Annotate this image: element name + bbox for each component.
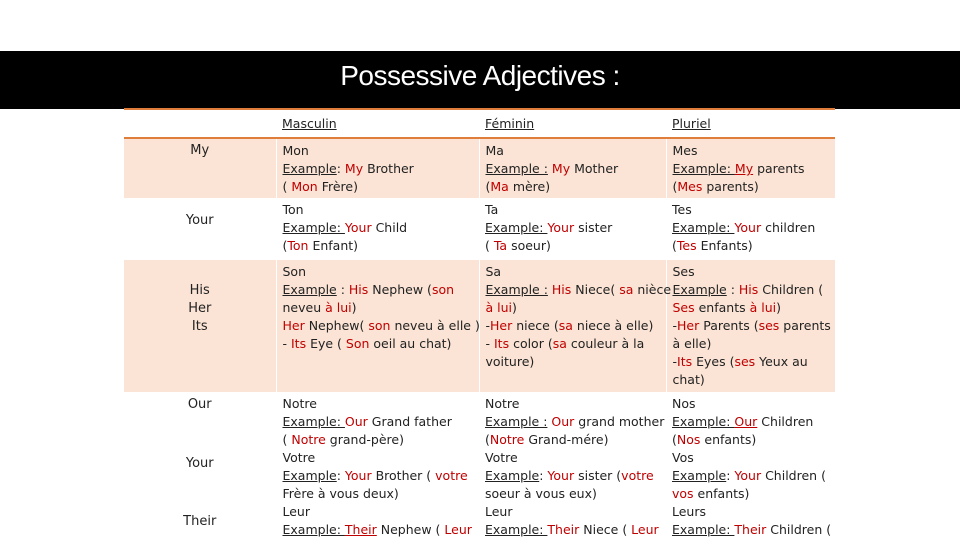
highlight-word: vos	[672, 486, 694, 501]
text-run: (	[485, 432, 490, 447]
highlight-word: Our	[344, 414, 368, 429]
highlight-word: sa	[619, 282, 634, 297]
cell-line	[672, 237, 835, 255]
text-run: sister	[574, 220, 613, 235]
row-label-line: My	[190, 143, 210, 158]
text-run: chat)	[672, 372, 705, 387]
text-run: Example:	[672, 522, 735, 537]
cell-line	[486, 317, 666, 335]
text-run: Son	[282, 264, 307, 279]
text-run: neveu à elle )	[390, 318, 480, 333]
cell-line	[672, 485, 835, 503]
text-run: Brother (	[371, 468, 436, 483]
cell-line	[485, 431, 666, 449]
text-run: Example:	[485, 522, 548, 537]
text-run: sister (	[574, 468, 622, 483]
text-run: Tes	[672, 202, 692, 217]
cell-line	[283, 413, 480, 431]
text-run: Example	[672, 282, 727, 297]
cell-line	[672, 521, 835, 539]
row-label-line: Our	[187, 397, 212, 412]
text-run: Vos	[672, 450, 694, 465]
text-run: Example :	[485, 414, 548, 429]
highlight-word: Her	[490, 318, 513, 333]
cell-line	[283, 395, 480, 413]
text-run: Ta	[485, 202, 499, 217]
cell-pluriel	[666, 392, 835, 542]
highlight-word: Its	[290, 336, 307, 351]
cell-line	[672, 467, 835, 485]
highlight-word: Ma	[490, 179, 509, 194]
cell-line	[486, 142, 666, 160]
text-run: Example	[672, 468, 727, 483]
text-run: -	[672, 354, 678, 369]
highlight-word: ses	[758, 318, 780, 333]
text-run: enfants)	[700, 432, 757, 447]
highlight-word: Leur	[444, 522, 472, 537]
text-run: grand-père)	[325, 432, 404, 447]
text-run: soeur à vous eux)	[485, 486, 597, 501]
highlight-word: Mon	[291, 179, 318, 194]
row-label-line: Your	[185, 455, 214, 471]
row-label-line	[124, 434, 276, 454]
text-run: )	[776, 300, 782, 315]
text-run: à elle)	[672, 336, 712, 351]
text-run: grand mother	[574, 414, 665, 429]
text-run: parents	[753, 161, 805, 176]
highlight-word: Ton	[287, 238, 309, 253]
highlight-word: Son	[345, 336, 370, 351]
row-label	[124, 392, 276, 542]
cell-line	[486, 335, 666, 353]
cell-line	[283, 299, 479, 317]
text-run: Enfant)	[308, 238, 359, 253]
text-run: Eyes (	[692, 354, 735, 369]
text-run: Grand father	[367, 414, 452, 429]
cell-line	[672, 431, 835, 449]
header-pluriel: Pluriel	[672, 116, 711, 131]
text-run: Example	[282, 161, 337, 176]
cell-line	[673, 371, 836, 389]
text-run: Leur	[485, 504, 513, 519]
text-run: Example :	[485, 161, 548, 176]
text-run: neveu	[282, 300, 326, 315]
highlight-word: son	[431, 282, 455, 297]
cell-line	[485, 449, 666, 467]
cell-masculin	[276, 392, 479, 542]
highlight-word: His	[551, 282, 572, 297]
text-run: Grand-mére)	[524, 432, 609, 447]
text-run: Ma	[485, 143, 504, 158]
text-run: Mother	[570, 161, 619, 176]
text-run: Example:	[672, 161, 735, 176]
text-run: Sa	[485, 264, 502, 279]
highlight-word: Your	[734, 468, 762, 483]
cell-line	[283, 431, 480, 449]
text-run: Frère)	[317, 179, 358, 194]
text-run: -	[485, 318, 491, 333]
slide-title: Possessive Adjectives :	[340, 60, 620, 91]
text-run: :	[336, 282, 349, 297]
text-run: Nos	[672, 396, 696, 411]
cell-line	[486, 160, 666, 178]
highlight-word: My	[734, 161, 754, 176]
text-run: Brother	[363, 161, 414, 176]
text-run: (	[672, 432, 677, 447]
table-row-my	[124, 138, 835, 198]
text-run: Example	[485, 468, 540, 483]
text-run: couleur à la	[566, 336, 645, 351]
highlight-word: Their	[734, 522, 767, 537]
cell-line	[673, 335, 836, 353]
cell-line	[673, 281, 836, 299]
highlight-word: à lui	[485, 300, 513, 315]
cell-feminin	[479, 138, 666, 198]
corner-cell	[124, 109, 276, 138]
text-run: Example :	[485, 282, 548, 297]
text-run: Example:	[282, 522, 345, 537]
text-run: Leurs	[672, 504, 707, 519]
highlight-word: Tes	[676, 238, 697, 253]
cell-line	[485, 219, 666, 237]
cell-line	[485, 413, 666, 431]
text-run: Example:	[672, 220, 735, 235]
text-run: Ton	[282, 202, 304, 217]
highlight-word: Her	[282, 318, 305, 333]
highlight-word: Your	[344, 468, 372, 483]
text-run: -	[672, 318, 678, 333]
row-label-line	[124, 473, 276, 493]
cell-line	[672, 201, 835, 219]
row-label-line: Her	[188, 301, 212, 316]
cell-line	[283, 263, 479, 281]
text-run: Child	[371, 220, 408, 235]
highlight-word: Its	[493, 336, 510, 351]
row-label-line: Your	[185, 213, 214, 228]
text-run: :	[539, 468, 548, 483]
cell-line	[283, 467, 480, 485]
highlight-word: Its	[677, 354, 693, 369]
text-run: niece (	[512, 318, 559, 333]
cell-masculin	[276, 198, 479, 260]
text-run: Parents (	[699, 318, 759, 333]
highlight-word: à lui	[749, 300, 777, 315]
text-run: (	[485, 179, 491, 194]
text-run: parents)	[702, 179, 759, 194]
highlight-word: Your	[344, 220, 372, 235]
highlight-word: Our	[551, 414, 575, 429]
text-run: (	[282, 238, 288, 253]
row-label-line	[124, 415, 276, 435]
possessive-adjectives-table	[124, 108, 835, 542]
highlight-word: Your	[547, 468, 575, 483]
text-run: Eye (	[306, 336, 346, 351]
text-run: Nephew(	[304, 318, 369, 333]
cell-line	[673, 178, 836, 196]
cell-line	[672, 395, 835, 413]
text-run: Mon	[282, 143, 309, 158]
text-run: -	[485, 336, 494, 351]
highlight-word: His	[738, 282, 759, 297]
text-run: (	[485, 238, 494, 253]
table-row-your	[124, 198, 835, 260]
highlight-word: Your	[734, 220, 762, 235]
cell-pluriel	[666, 260, 835, 392]
text-run: Notre	[485, 396, 520, 411]
cell-line	[283, 503, 480, 521]
text-run: Mes	[672, 143, 698, 158]
cell-line	[283, 335, 479, 353]
header-masculin: Masculin	[282, 116, 337, 131]
text-run: (	[282, 432, 292, 447]
table-header-row	[124, 109, 835, 138]
text-run: mère)	[508, 179, 551, 194]
cell-line	[485, 467, 666, 485]
highlight-word: Our	[734, 414, 758, 429]
highlight-word: sa	[558, 318, 573, 333]
text-run: )	[351, 300, 357, 315]
cell-line	[673, 317, 836, 335]
cell-masculin	[276, 138, 479, 198]
highlight-word: sa	[552, 336, 567, 351]
table-row-our-your-their	[124, 392, 835, 542]
text-run: Niece(	[571, 282, 620, 297]
text-run: nièce	[633, 282, 672, 297]
text-run: Frère à vous deux)	[282, 486, 399, 501]
text-run: Example:	[282, 220, 345, 235]
cell-feminin	[479, 260, 672, 392]
text-run: :	[726, 468, 735, 483]
highlight-word: votre	[435, 468, 468, 483]
row-label-line	[124, 493, 276, 513]
row-label	[124, 198, 276, 260]
text-run: (	[672, 179, 678, 194]
cell-line	[485, 237, 666, 255]
text-run: Yeux au	[755, 354, 808, 369]
cell-line	[283, 317, 479, 335]
cell-pluriel	[666, 138, 835, 198]
text-run: Leur	[282, 504, 310, 519]
cell-line	[672, 219, 835, 237]
cell-line	[485, 521, 666, 539]
cell-line	[283, 142, 479, 160]
highlight-word: His	[348, 282, 369, 297]
highlight-word: votre	[621, 468, 654, 483]
text-run: (	[282, 179, 292, 194]
cell-pluriel	[666, 198, 835, 260]
text-run: children	[761, 220, 816, 235]
cell-line	[485, 395, 666, 413]
row-label	[124, 260, 276, 392]
text-run: Votre	[282, 450, 316, 465]
text-run: enfants)	[693, 486, 750, 501]
cell-line	[283, 160, 479, 178]
text-run: )	[512, 300, 517, 315]
text-run: Children (	[761, 468, 826, 483]
highlight-word: son	[368, 318, 391, 333]
highlight-word: ses	[734, 354, 756, 369]
cell-feminin	[479, 392, 666, 542]
cell-line	[283, 178, 479, 196]
row-label-line: His	[189, 283, 210, 298]
cell-line	[485, 281, 672, 299]
text-run: Children (	[758, 282, 824, 297]
highlight-word: Leur	[631, 522, 659, 537]
cell-line	[283, 485, 480, 503]
text-run: soeur)	[507, 238, 551, 253]
cell-line	[673, 263, 836, 281]
cell-line	[672, 449, 835, 467]
cell-line	[486, 353, 666, 371]
highlight-word: Notre	[489, 432, 525, 447]
highlight-word: Nos	[676, 432, 701, 447]
row-label-line: Its	[191, 319, 208, 334]
highlight-word: Notre	[291, 432, 326, 447]
cell-line	[485, 201, 666, 219]
highlight-word: Ta	[493, 238, 508, 253]
text-run: Votre	[485, 450, 518, 465]
header-feminin: Féminin	[485, 116, 535, 131]
cell-line	[485, 485, 666, 503]
row-label	[124, 138, 276, 198]
text-run: :	[336, 161, 345, 176]
text-run: Example:	[672, 414, 735, 429]
cell-line	[673, 142, 836, 160]
text-run: Children (	[766, 522, 832, 537]
cell-line	[673, 299, 836, 317]
cell-line	[283, 237, 480, 255]
text-run: :	[336, 468, 345, 483]
highlight-word: My	[344, 161, 364, 176]
text-run: color (	[509, 336, 553, 351]
table-row-his-her-its	[124, 260, 835, 392]
text-run: Ses	[672, 264, 695, 279]
cell-line	[672, 503, 835, 521]
cell-line	[673, 160, 836, 178]
cell-line	[283, 219, 480, 237]
cell-line	[283, 201, 480, 219]
text-run: :	[726, 282, 739, 297]
cell-line	[486, 263, 666, 281]
text-run: Example	[282, 282, 337, 297]
cell-feminin	[479, 198, 666, 260]
highlight-word: Their	[547, 522, 580, 537]
highlight-word: Mes	[677, 179, 703, 194]
text-run: Enfants)	[696, 238, 753, 253]
text-run: niece à elle)	[572, 318, 654, 333]
cell-line	[486, 299, 666, 317]
highlight-word: My	[551, 161, 571, 176]
text-run: (	[672, 238, 677, 253]
highlight-word: Her	[677, 318, 700, 333]
text-run: oeil au chat)	[369, 336, 452, 351]
highlight-word: Ses	[672, 300, 695, 315]
text-run: Niece (	[579, 522, 632, 537]
highlight-word: Their	[344, 522, 377, 537]
text-run: parents	[779, 318, 831, 333]
cell-line	[673, 353, 836, 371]
text-run: Example	[282, 468, 337, 483]
text-run: Nephew (	[368, 282, 432, 297]
text-run: enfants	[694, 300, 750, 315]
text-run: -	[282, 336, 291, 351]
cell-line	[283, 449, 480, 467]
text-run: Example:	[485, 220, 548, 235]
cell-line	[485, 503, 666, 521]
highlight-word: à lui	[325, 300, 352, 315]
text-run: voiture)	[485, 354, 535, 369]
cell-masculin	[276, 260, 479, 392]
cell-line	[486, 178, 666, 196]
cell-line	[283, 281, 479, 299]
cell-line	[672, 413, 835, 431]
text-run: Example:	[282, 414, 345, 429]
text-run: Nephew (	[376, 522, 445, 537]
row-label-line: Their	[183, 514, 217, 529]
text-run: Children	[757, 414, 814, 429]
cell-line	[283, 521, 480, 539]
text-run: Notre	[282, 396, 317, 411]
highlight-word: Your	[547, 220, 575, 235]
